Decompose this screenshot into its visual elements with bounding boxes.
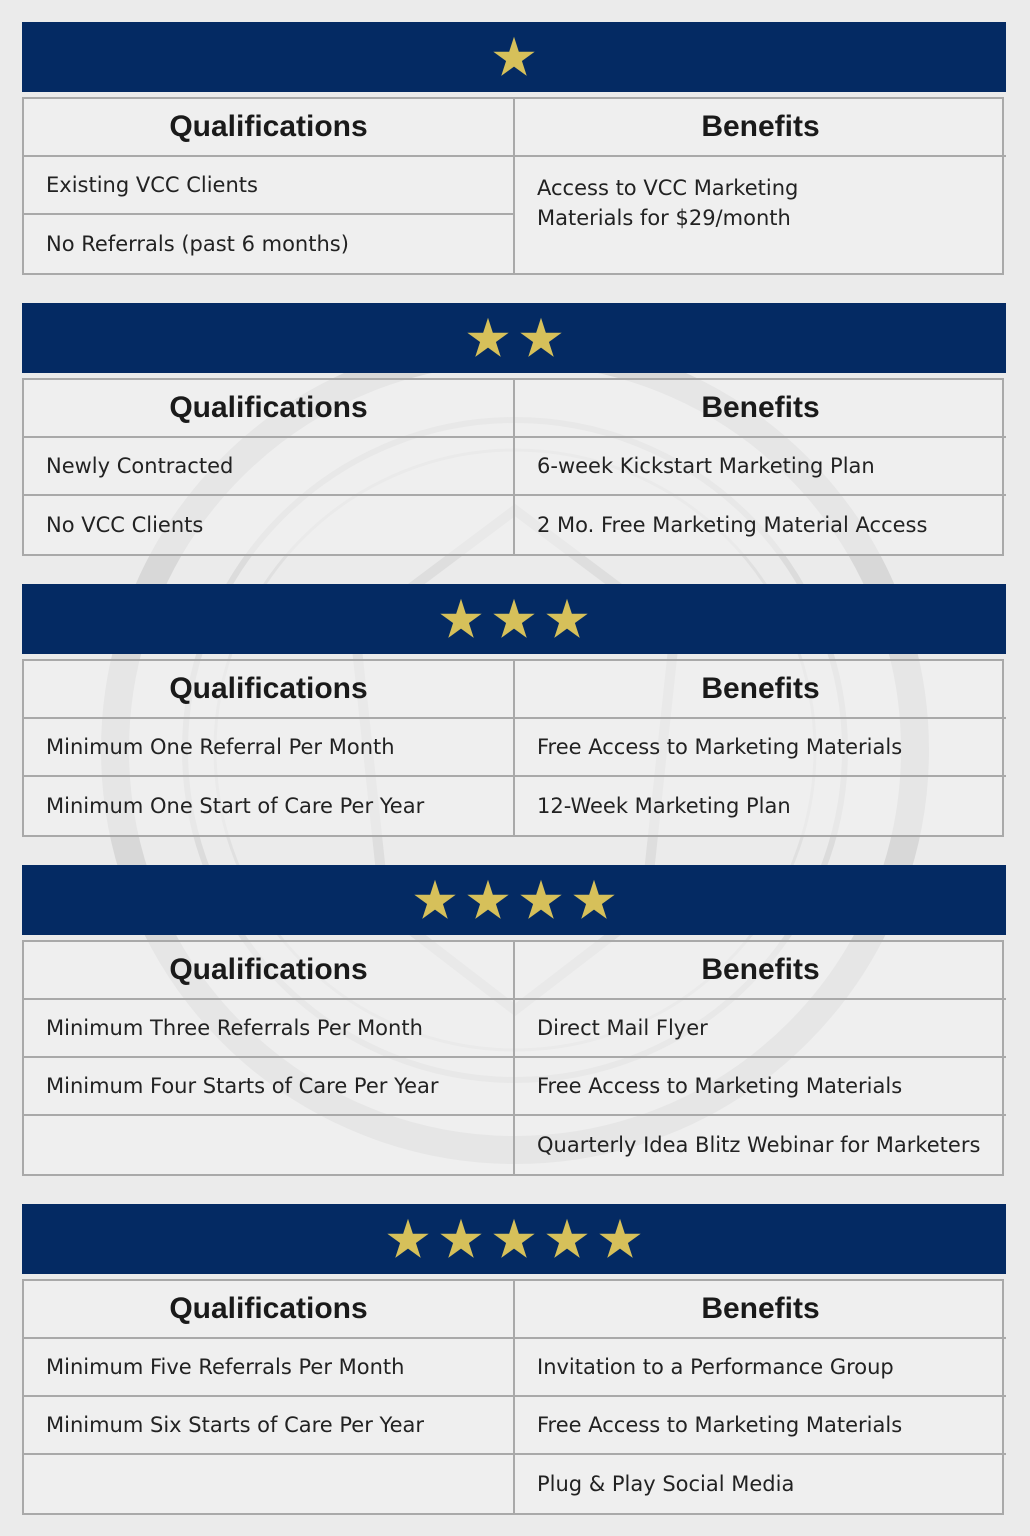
qualification-cell-empty <box>24 1116 515 1174</box>
tier-4-stars <box>413 878 616 922</box>
star-icon <box>492 1217 536 1261</box>
qualifications-header: Qualifications <box>24 661 515 719</box>
qualification-cell: Minimum Three Referrals Per Month <box>24 1000 515 1058</box>
benefit-cell: 12-Week Marketing Plan <box>537 794 791 818</box>
tier-2-table <box>22 378 1004 556</box>
star-icon <box>598 1217 642 1261</box>
qualification-cell: Minimum Four Starts of Care Per Year <box>24 1058 515 1116</box>
qualifications-header: Qualifications <box>24 380 515 438</box>
qualification-cell: No VCC Clients <box>24 496 515 554</box>
tier-1-table <box>22 97 1004 275</box>
benefit-cell: Access to VCC Marketing Materials for $29/month <box>537 176 799 230</box>
star-icon <box>413 878 457 922</box>
benefit-cell: Plug & Play Social Media <box>537 1472 795 1496</box>
star-icon <box>492 35 536 79</box>
qualification-cell: Minimum One Start of Care Per Year <box>24 777 515 835</box>
tier-1-section <box>22 22 1006 275</box>
tier-5-table <box>22 1279 1004 1515</box>
benefits-header: Benefits <box>515 380 1006 438</box>
star-icon <box>572 878 616 922</box>
star-icon <box>466 316 510 360</box>
qualification-cell: Minimum Six Starts of Care Per Year <box>24 1397 515 1455</box>
qualification-cell: Minimum Five Referrals Per Month <box>24 1339 515 1397</box>
qualification-cell: Existing VCC Clients <box>24 157 515 215</box>
qualifications-header: Qualifications <box>24 942 515 1000</box>
qualifications-header: Qualifications <box>24 99 515 157</box>
tier-4-section <box>22 865 1006 1176</box>
qualification-cell: Newly Contracted <box>24 438 515 496</box>
star-icon <box>519 878 563 922</box>
tier-3-section <box>22 584 1006 837</box>
tier-1-stars <box>492 35 536 79</box>
benefit-cell: Free Access to Marketing Materials <box>515 719 1006 777</box>
star-icon <box>545 597 589 641</box>
qualification-cell-empty <box>24 1455 515 1513</box>
star-icon <box>386 1217 430 1261</box>
star-icon <box>519 316 563 360</box>
benefit-cell: Quarterly Idea Blitz Webinar for Marketers <box>537 1133 981 1157</box>
star-icon <box>439 1217 483 1261</box>
tier-4-table <box>22 940 1004 1176</box>
star-icon <box>466 878 510 922</box>
tier-2-banner <box>22 303 1006 373</box>
star-icon <box>545 1217 589 1261</box>
tier-3-table <box>22 659 1004 837</box>
qualification-cell: Minimum One Referral Per Month <box>24 719 515 777</box>
tier-2-section <box>22 303 1006 556</box>
benefit-cell: Invitation to a Performance Group <box>515 1339 1006 1397</box>
benefits-header: Benefits <box>515 1281 1006 1339</box>
benefit-cell: 2 Mo. Free Marketing Material Access <box>537 513 928 537</box>
tier-5-stars <box>386 1217 642 1261</box>
tier-5-banner <box>22 1204 1006 1274</box>
star-icon <box>492 597 536 641</box>
qualification-cell: No Referrals (past 6 months) <box>24 215 515 273</box>
benefit-cell: Free Access to Marketing Materials <box>515 1058 1006 1116</box>
tier-3-banner <box>22 584 1006 654</box>
tier-4-banner <box>22 865 1006 935</box>
benefit-cell: 6-week Kickstart Marketing Plan <box>515 438 1006 496</box>
tier-3-stars <box>439 597 589 641</box>
tier-5-section <box>22 1204 1006 1515</box>
benefit-cell: Direct Mail Flyer <box>515 1000 1006 1058</box>
benefits-header: Benefits <box>515 661 1006 719</box>
star-icon <box>439 597 483 641</box>
benefits-header: Benefits <box>515 99 1006 157</box>
benefits-header: Benefits <box>515 942 1006 1000</box>
qualifications-header: Qualifications <box>24 1281 515 1339</box>
tier-1-banner <box>22 22 1006 92</box>
benefit-cell: Free Access to Marketing Materials <box>515 1397 1006 1455</box>
tier-2-stars <box>466 316 563 360</box>
